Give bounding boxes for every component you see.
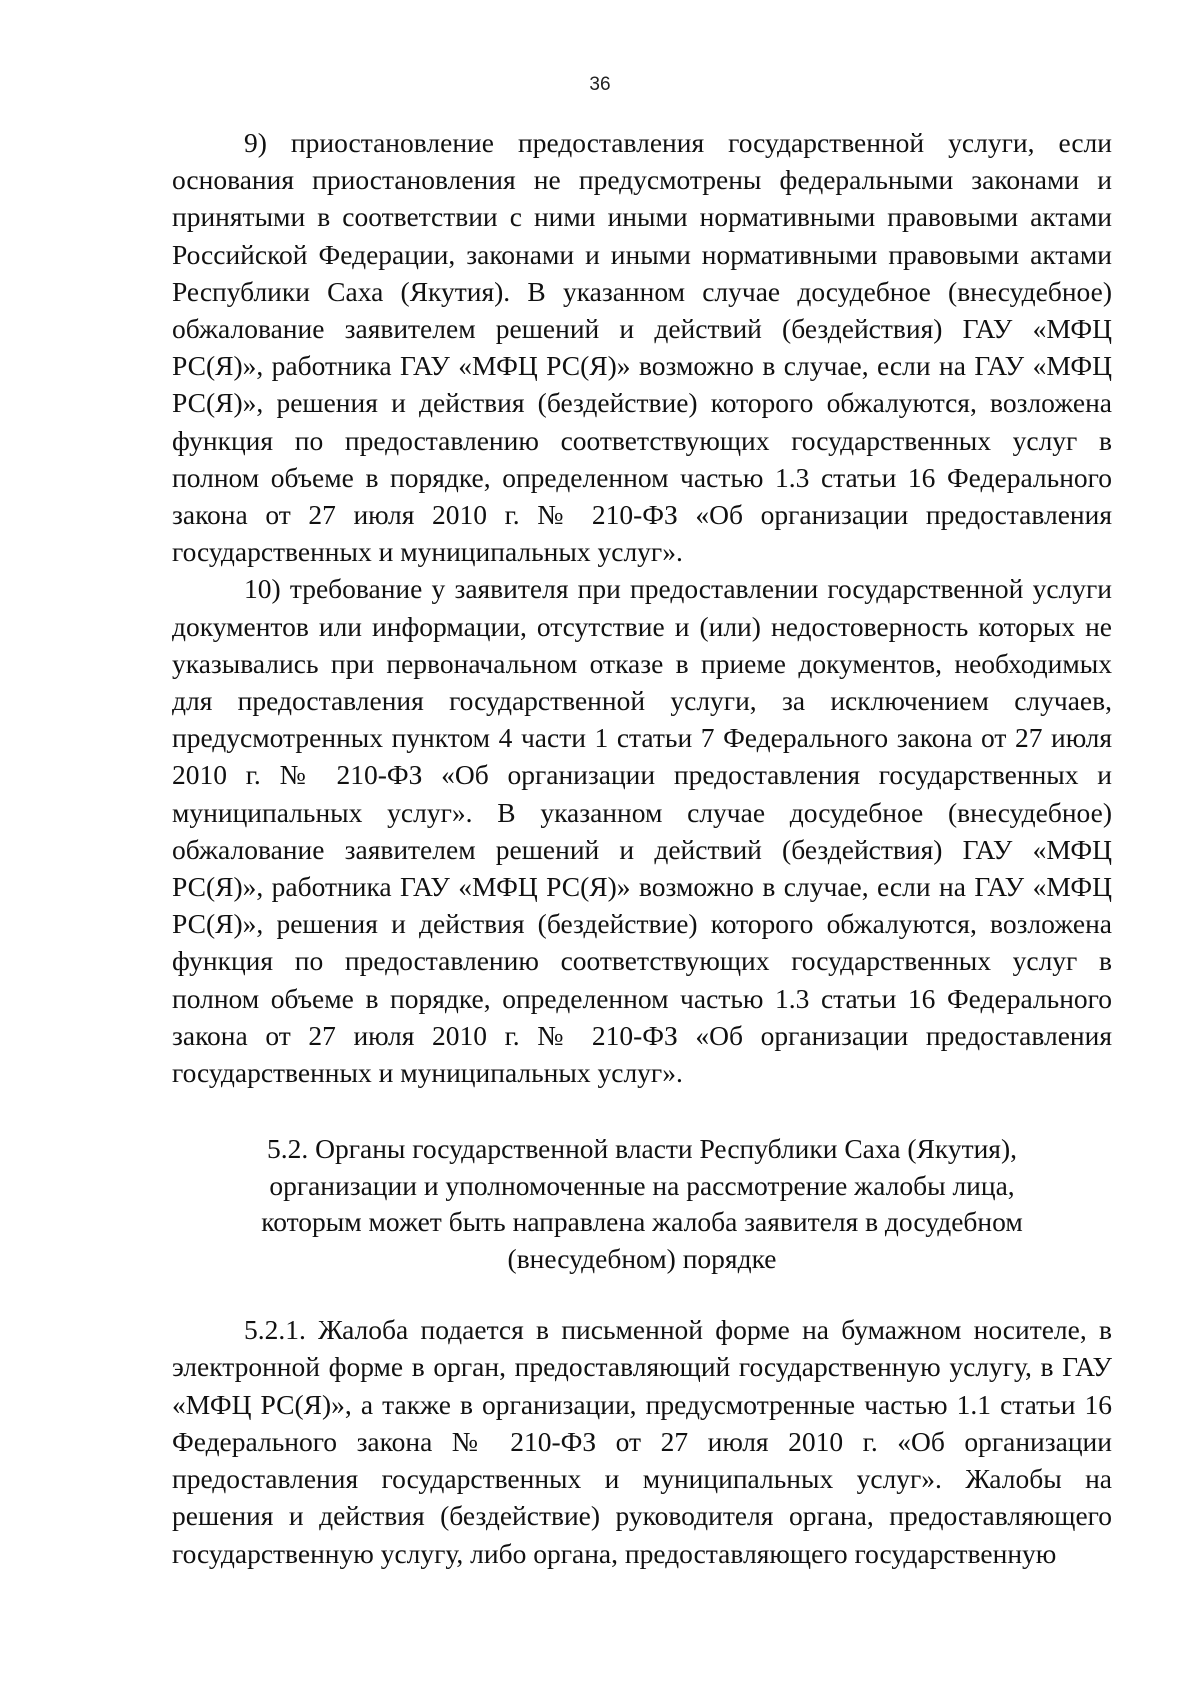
section-heading-line: организации и уполномоченные на рассмотрение жалобы лица, xyxy=(269,1169,1015,1201)
page-number: 36 xyxy=(589,74,611,95)
paragraph-5-2-1: 5.2.1. Жалоба подается в письменной форме на бумажном носителе, в электронной форме в орган, предоставляющий государственную услугу, в ГАУ «МФЦ РС(Я)», а также в организации, предусмотренные частью 1.1 статьи 16 Федерального закона № 210-ФЗ от 27 июля 2010 г. «Об организации предоставления государственных и муниципальных услуг». Жалобы на решения и действия (бездействие) руководителя органа, предоставляющего государственную услугу, либо органа, предоставляющего государственную xyxy=(172,1314,1112,1569)
section-heading-line: 5.2. Органы государственной власти Республики Саха (Якутия), xyxy=(266,1133,1017,1165)
paragraph-item-9: 9) приостановление предоставления государственной услуги, если основания приостановления не предусмотрены федеральными законами и принятыми в соответствии с ними иными нормативными правовыми актами Российской Федерации, законами и иными нормативными правовыми актами Республики Саха (Якутия). В указанном случае досудебное (внесудебное) обжалование заявителем решений и действий (бездействия) ГАУ «МФЦ РС(Я)», работника ГАУ «МФЦ РС(Я)» возможно в случае, если на ГАУ «МФЦ РС(Я)», решения и действия (бездействие) которого обжалуются, возложена функция по предоставлению соответствующих государственных услуг в полном объеме в порядке, определенном частью 1.3 статьи 16 Федерального закона от 27 июля 2010 г. № 210-ФЗ «Об организации предоставления государственных и муниципальных услуг». xyxy=(172,127,1112,568)
section-heading-5-2 xyxy=(172,1131,1112,1277)
section-heading-line: (внесудебном) порядке xyxy=(507,1242,777,1274)
section-heading-line: которым может быть направлена жалоба заявителя в досудебном xyxy=(261,1206,1023,1238)
paragraph-item-10: 10) требование у заявителя при предоставлении государственной услуги документов или информации, отсутствие и (или) недостоверность которых не указывались при первоначальном отказе в приеме документов, необходимых для предоставления государственной услуги, за исключением случаев, предусмотренных пунктом 4 части 1 статьи 7 Федерального закона от 27 июля 2010 г. № 210-ФЗ «Об организации предоставления государственных и муниципальных услуг». В указанном случае досудебное (внесудебное) обжалование заявителем решений и действий (бездействия) ГАУ «МФЦ РС(Я)», работника ГАУ «МФЦ РС(Я)» возможно в случае, если на ГАУ «МФЦ РС(Я)», решения и действия (бездействие) которого обжалуются, возложена функция по предоставлению соответствующих государственных услуг в полном объеме в порядке, определенном частью 1.3 статьи 16 Федерального закона от 27 июля 2010 г. № 210-ФЗ «Об организации предоставления государственных и муниципальных услуг». xyxy=(172,573,1112,1089)
document-body xyxy=(172,124,1112,1572)
